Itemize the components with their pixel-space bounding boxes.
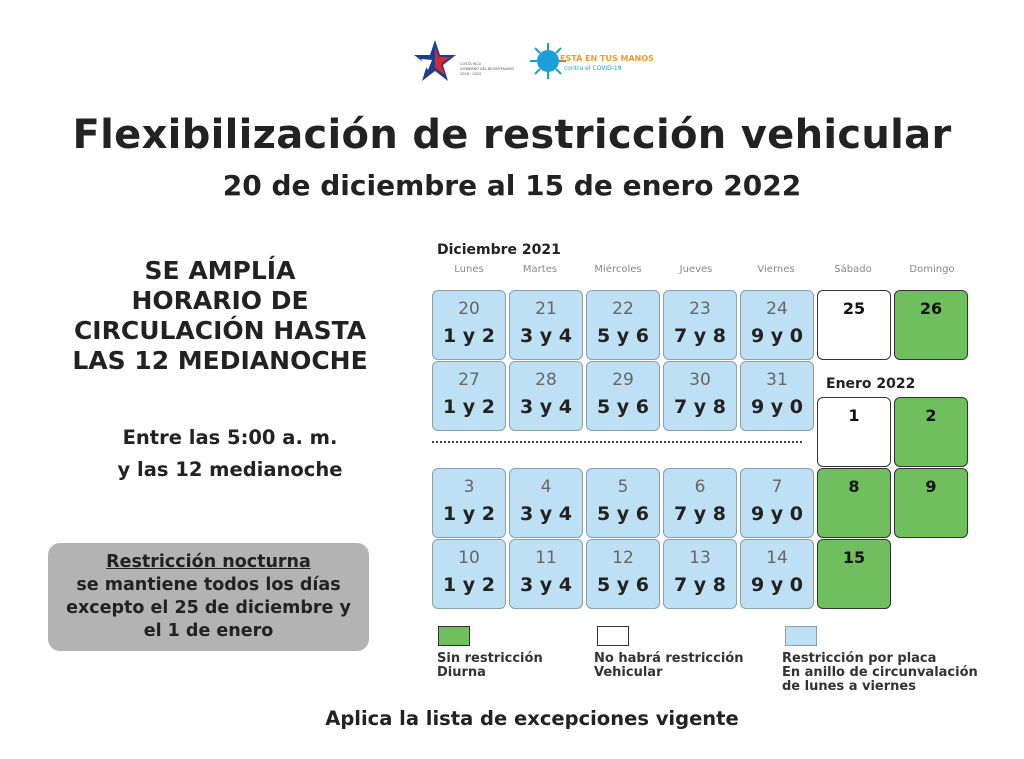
- hours-text: [60, 422, 400, 486]
- calendar-day: [509, 361, 583, 431]
- day-number: 10: [458, 548, 480, 568]
- legend-line: Restricción por placa: [782, 651, 937, 666]
- hours-line: y las 12 medianoche: [117, 458, 343, 481]
- legend-green-text: [437, 652, 543, 680]
- day-number: 1: [848, 406, 860, 425]
- calendar-day: [740, 361, 814, 431]
- legend-swatch-blue: [785, 626, 817, 646]
- plate-digits: 9 y 0: [750, 396, 804, 418]
- logo-line: COSTA RICA: [460, 62, 482, 66]
- plate-digits: 1 y 2: [442, 396, 496, 418]
- legend-line: Vehicular: [594, 665, 663, 680]
- day-number: 5: [617, 477, 629, 497]
- legend-line: En anillo de circunvalación: [782, 665, 978, 680]
- plate-digits: 3 y 4: [519, 574, 573, 596]
- calendar-day: [509, 539, 583, 609]
- calendar-day: [509, 290, 583, 360]
- day-number: 29: [612, 370, 634, 390]
- day-number: 28: [535, 370, 557, 390]
- day-number: 23: [689, 299, 711, 319]
- calendar-day: [586, 361, 660, 431]
- logo-line: 2018 - 2022: [460, 72, 482, 76]
- calendar-day: [509, 468, 583, 538]
- night-restriction-line: excepto el 25 de diciembre y: [66, 598, 351, 618]
- heading-line: SE AMPLÍA: [144, 256, 296, 285]
- day-number: 11: [535, 548, 557, 568]
- covid-logo-line2: contra el COVID-19: [564, 65, 622, 72]
- day-number: 21: [535, 299, 557, 319]
- calendar-day: [432, 468, 506, 538]
- plate-digits: 3 y 4: [519, 396, 573, 418]
- day-number: 8: [848, 477, 860, 496]
- legend-line: de lunes a viernes: [782, 679, 916, 694]
- plate-digits: 7 y 8: [673, 396, 727, 418]
- night-restriction-line: el 1 de enero: [143, 621, 274, 641]
- day-number: 15: [842, 548, 866, 567]
- day-number: 22: [612, 299, 634, 319]
- day-number: 30: [689, 370, 711, 390]
- day-number: 14: [766, 548, 788, 568]
- plate-digits: 5 y 6: [596, 503, 650, 525]
- calendar-day-free: [894, 397, 968, 467]
- calendar-day: [740, 290, 814, 360]
- weekday-label: Martes: [522, 264, 558, 275]
- day-number: 24: [766, 299, 788, 319]
- schedule-extension-heading: [40, 256, 400, 376]
- page-title: Flexibilización de restricción vehicular: [72, 112, 952, 158]
- calendar-day: [586, 290, 660, 360]
- calendar-day: [663, 468, 737, 538]
- weekday-label: Viernes: [757, 264, 795, 275]
- calendar-day-free: [894, 468, 968, 538]
- plate-digits: 9 y 0: [750, 574, 804, 596]
- plate-digits: 7 y 8: [673, 325, 727, 347]
- plate-digits: 3 y 4: [519, 503, 573, 525]
- month-divider: [432, 441, 802, 443]
- legend-white-text: [594, 652, 743, 680]
- calendar-day: [586, 468, 660, 538]
- day-number: 27: [458, 370, 480, 390]
- calendar-day: [586, 539, 660, 609]
- covid-campaign-logo: [528, 41, 654, 83]
- calendar-day-free: [817, 468, 891, 538]
- plate-digits: 1 y 2: [442, 325, 496, 347]
- costa-rica-government-logo: [412, 38, 515, 84]
- costa-rica-star-icon: [412, 38, 458, 84]
- calendar-day: [740, 468, 814, 538]
- plate-digits: 1 y 2: [442, 503, 496, 525]
- legend-blue-text: [782, 652, 978, 694]
- plate-digits: 5 y 6: [596, 325, 650, 347]
- plate-digits: 9 y 0: [750, 325, 804, 347]
- calendar-day: [740, 539, 814, 609]
- legend-line: No habrá restricción: [594, 651, 744, 666]
- weekday-label: Lunes: [454, 264, 484, 275]
- plate-digits: 7 y 8: [673, 503, 727, 525]
- calendar-day: [663, 361, 737, 431]
- day-number: 12: [612, 548, 634, 568]
- weekday-label: Miércoles: [594, 264, 642, 275]
- day-number: 4: [540, 477, 552, 497]
- day-number: 3: [463, 477, 475, 497]
- day-number: 7: [771, 477, 783, 497]
- calendar-day: [663, 290, 737, 360]
- weekday-label: Domingo: [909, 264, 955, 275]
- calendar-day: [432, 290, 506, 360]
- calendar-day: [432, 539, 506, 609]
- exceptions-footer: Aplica la lista de excepciones vigente: [325, 707, 739, 730]
- covid-logo-line1: ESTÁ EN TUS MANOS: [560, 54, 654, 63]
- plate-digits: 5 y 6: [596, 574, 650, 596]
- day-number: 2: [925, 406, 937, 425]
- legend-line: Diurna: [437, 665, 486, 680]
- day-number: 31: [766, 370, 788, 390]
- date-range-subtitle: 20 de diciembre al 15 de enero 2022: [222, 169, 802, 202]
- night-restriction-line: se mantiene todos los días: [76, 575, 341, 595]
- plate-digits: 3 y 4: [519, 325, 573, 347]
- plate-digits: 1 y 2: [442, 574, 496, 596]
- night-restriction-box: [48, 543, 369, 651]
- heading-line: CIRCULACIÓN HASTA: [73, 316, 367, 345]
- plate-digits: 7 y 8: [673, 574, 727, 596]
- day-number: 6: [694, 477, 706, 497]
- weekday-label: Jueves: [679, 264, 713, 275]
- heading-line: LAS 12 MEDIANOCHE: [72, 346, 368, 375]
- day-number: 9: [925, 477, 937, 496]
- calendar-day: [432, 361, 506, 431]
- plate-digits: 9 y 0: [750, 503, 804, 525]
- calendar-day-no-restriction: [817, 397, 891, 467]
- weekday-label: Sábado: [834, 264, 872, 275]
- legend-swatch-green: [438, 626, 470, 646]
- day-number: 26: [919, 299, 943, 318]
- calendar-day-no-restriction: [817, 290, 891, 360]
- legend-line: Sin restricción: [437, 651, 543, 666]
- month-label-january: Enero 2022: [826, 376, 916, 392]
- day-number: 13: [689, 548, 711, 568]
- plate-digits: 5 y 6: [596, 396, 650, 418]
- day-number: 20: [458, 299, 480, 319]
- night-restriction-title: Restricción nocturna: [106, 552, 311, 572]
- month-label-december: Diciembre 2021: [437, 242, 561, 258]
- logo-line: GOBIERNO DEL BICENTENARIO: [460, 67, 515, 71]
- calendar-day-free: [817, 539, 891, 609]
- heading-line: HORARIO DE: [131, 286, 309, 315]
- legend-swatch-white: [597, 626, 629, 646]
- calendar-day-free: [894, 290, 968, 360]
- day-number: 25: [842, 299, 866, 318]
- hours-line: Entre las 5:00 a. m.: [122, 426, 338, 449]
- calendar-day: [663, 539, 737, 609]
